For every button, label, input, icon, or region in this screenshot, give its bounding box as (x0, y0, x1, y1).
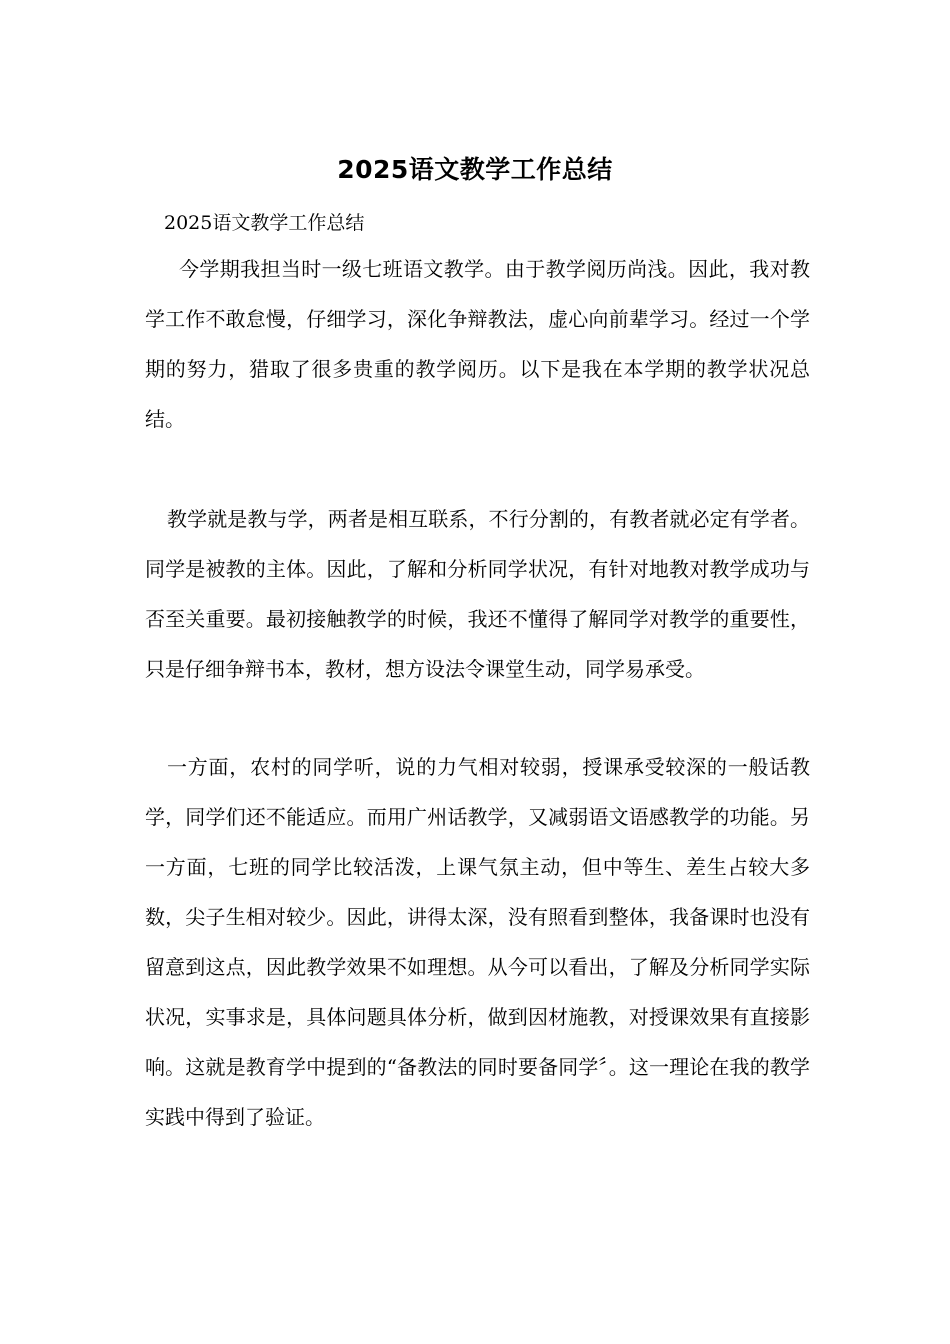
paragraph-3: 一方面，农村的同学听，说的力气相对较弱，授课承受较深的一般话教学，同学们还不能适应。而用广州话教学，又减弱语文语感教学的功能。另一方面，七班的同学比较活泼，上课气氛主动，但中等生、差生占较大多数，尖子生相对较少。因此，讲得太深，没有照看到整体，我备课时也没有留意到这点，因此教学效果不如理想。从今可以看出，了解及分析同学实际状况，实事求是，具体问题具体分析，做到因材施教，对授课效果有直接影响。这就是教育学中提到的“备教法的同时要备同学〞。这一理论在我的教学实践中得到了验证。 (145, 755, 810, 1129)
document-subtitle: 2025语文教学工作总结 (164, 212, 365, 234)
document-title: 2025语文教学工作总结 (337, 155, 613, 184)
paragraph-1: 今学期我担当时一级七班语文教学。由于教学阅历尚浅。因此，我对教学工作不敢怠慢，仔细学习，深化争辩教法，虚心向前辈学习。经过一个学期的努力，猎取了很多贵重的教学阅历。以下是我在本学期的教学状况总结。 (145, 257, 810, 431)
paragraph-2: 教学就是教与学，两者是相互联系，不行分割的，有教者就必定有学者。同学是被教的主体。因此，了解和分析同学状况，有针对地教对教学成功与否至关重要。最初接触教学的时候，我还不懂得了解同学对教学的重要性，只是仔细争辩书本，教材，想方设法令课堂生动，同学易承受。 (145, 507, 810, 681)
